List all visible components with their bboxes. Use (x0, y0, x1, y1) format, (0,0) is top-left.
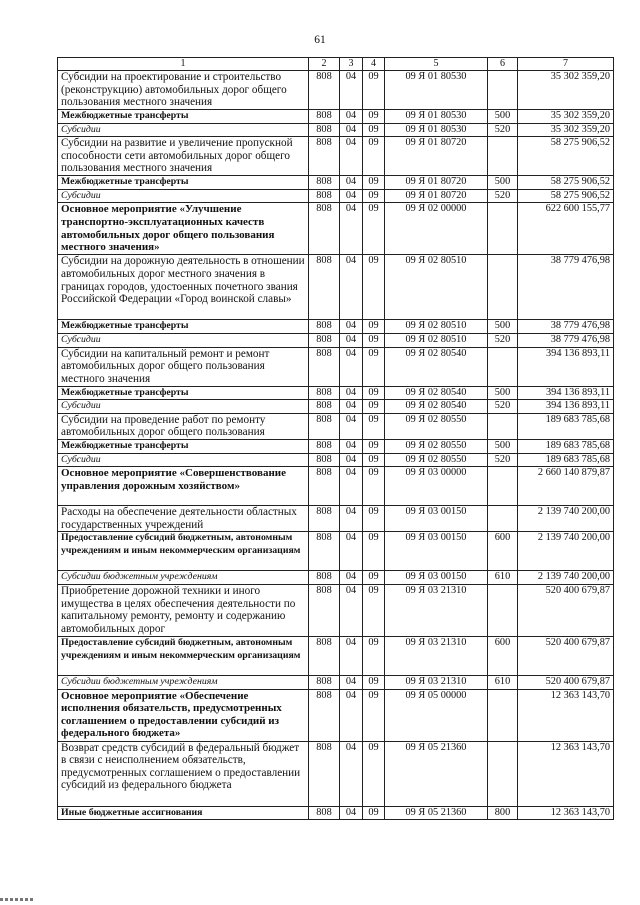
column-header: 2 (309, 58, 340, 71)
target-article-cell: 09 Я 01 80720 (385, 137, 488, 176)
target-article-cell: 09 Я 02 80540 (385, 347, 488, 386)
column-header: 7 (518, 58, 614, 71)
ministry-code-cell: 808 (309, 123, 340, 137)
section-code-cell: 04 (340, 806, 363, 820)
subsection-code-cell: 09 (363, 675, 385, 689)
table-row (58, 439, 614, 453)
table-row (58, 386, 614, 400)
target-article-cell: 09 Я 02 80510 (385, 320, 488, 334)
target-article-cell: 09 Я 05 21360 (385, 741, 488, 806)
ministry-code-cell: 808 (309, 741, 340, 806)
table-row (58, 571, 614, 585)
table-row (58, 189, 614, 203)
column-header: 5 (385, 58, 488, 71)
amount-cell: 38 779 476,98 (518, 255, 614, 320)
expense-type-cell (488, 584, 518, 636)
subsection-code-cell: 09 (363, 386, 385, 400)
subsection-code-cell: 09 (363, 571, 385, 585)
row-name-cell: Основное мероприятие «Улучшение транспортно-эксплуатационных качеств автомобильных дорог общего пользования местного значения» (58, 203, 309, 255)
section-code-cell: 04 (340, 333, 363, 347)
table-row (58, 110, 614, 124)
row-name-cell: Субсидии на проведение работ по ремонту автомобильных дорог общего пользования (58, 413, 309, 439)
row-name-cell: Субсидии на развитие и увеличение пропускной способности сети автомобильных дорог общего пользования местного значения (58, 137, 309, 176)
table-row (58, 741, 614, 806)
ministry-code-cell: 808 (309, 320, 340, 334)
section-code-cell: 04 (340, 467, 363, 506)
ministry-code-cell: 808 (309, 467, 340, 506)
target-article-cell: 09 Я 02 80540 (385, 400, 488, 414)
table-row (58, 123, 614, 137)
target-article-cell: 09 Я 05 00000 (385, 689, 488, 741)
section-code-cell: 04 (340, 689, 363, 741)
ministry-code-cell: 808 (309, 532, 340, 571)
target-article-cell: 09 Я 02 80510 (385, 333, 488, 347)
subsection-code-cell: 09 (363, 453, 385, 467)
subsection-code-cell: 09 (363, 333, 385, 347)
expense-type-cell (488, 413, 518, 439)
amount-cell: 394 136 893,11 (518, 400, 614, 414)
expense-type-cell (488, 467, 518, 506)
row-name-cell: Субсидии (58, 453, 309, 467)
section-code-cell: 04 (340, 255, 363, 320)
section-code-cell: 04 (340, 137, 363, 176)
ministry-code-cell: 808 (309, 71, 340, 110)
table-row (58, 320, 614, 334)
page-number: 61 (314, 34, 326, 46)
subsection-code-cell: 09 (363, 123, 385, 137)
ministry-code-cell: 808 (309, 110, 340, 124)
ministry-code-cell: 808 (309, 675, 340, 689)
subsection-code-cell: 09 (363, 189, 385, 203)
target-article-cell: 09 Я 03 00150 (385, 532, 488, 571)
subsection-code-cell: 09 (363, 413, 385, 439)
target-article-cell: 09 Я 01 80720 (385, 176, 488, 190)
expense-type-cell (488, 689, 518, 741)
table-row (58, 532, 614, 571)
table-row (58, 467, 614, 506)
amount-cell: 35 302 359,20 (518, 110, 614, 124)
target-article-cell: 09 Я 01 80720 (385, 189, 488, 203)
ministry-code-cell: 808 (309, 439, 340, 453)
expense-type-cell: 500 (488, 110, 518, 124)
expense-type-cell: 520 (488, 333, 518, 347)
amount-cell: 394 136 893,11 (518, 347, 614, 386)
section-code-cell: 04 (340, 413, 363, 439)
table-row (58, 176, 614, 190)
subsection-code-cell: 09 (363, 506, 385, 532)
expense-type-cell: 520 (488, 453, 518, 467)
amount-cell: 2 660 140 879,87 (518, 467, 614, 506)
expense-type-cell: 600 (488, 636, 518, 675)
expense-type-cell (488, 347, 518, 386)
row-name-cell: Субсидии бюджетным учреждениям (58, 675, 309, 689)
subsection-code-cell: 09 (363, 176, 385, 190)
expense-type-cell: 500 (488, 176, 518, 190)
section-code-cell: 04 (340, 439, 363, 453)
section-code-cell: 04 (340, 506, 363, 532)
row-name-cell: Межбюджетные трансферты (58, 110, 309, 124)
section-code-cell: 04 (340, 189, 363, 203)
ministry-code-cell: 808 (309, 806, 340, 820)
subsection-code-cell: 09 (363, 467, 385, 506)
row-name-cell: Субсидии на дорожную деятельность в отношении автомобильных дорог местного значения в границах городов, удостоенных почетного звания Российской Федерации «Город воинской славы» (58, 255, 309, 320)
target-article-cell: 09 Я 02 80550 (385, 413, 488, 439)
amount-cell: 2 139 740 200,00 (518, 532, 614, 571)
amount-cell: 622 600 155,77 (518, 203, 614, 255)
expense-type-cell (488, 71, 518, 110)
target-article-cell: 09 Я 02 00000 (385, 203, 488, 255)
target-article-cell: 09 Я 03 21310 (385, 584, 488, 636)
row-name-cell: Межбюджетные трансферты (58, 320, 309, 334)
row-name-cell: Основное мероприятие «Обеспечение исполнения обязательств, предусмотренных соглашением о предоставлении субсидий из федерального бюджета» (58, 689, 309, 741)
amount-cell: 58 275 906,52 (518, 137, 614, 176)
amount-cell: 189 683 785,68 (518, 413, 614, 439)
section-code-cell: 04 (340, 386, 363, 400)
expense-type-cell (488, 203, 518, 255)
table-body (58, 58, 614, 820)
expense-type-cell: 800 (488, 806, 518, 820)
budget-table (57, 57, 614, 820)
section-code-cell: 04 (340, 532, 363, 571)
section-code-cell: 04 (340, 636, 363, 675)
subsection-code-cell: 09 (363, 806, 385, 820)
subsection-code-cell: 09 (363, 400, 385, 414)
table-row (58, 584, 614, 636)
amount-cell: 394 136 893,11 (518, 386, 614, 400)
expense-type-cell: 600 (488, 532, 518, 571)
section-code-cell: 04 (340, 741, 363, 806)
section-code-cell: 04 (340, 320, 363, 334)
target-article-cell: 09 Я 03 00000 (385, 467, 488, 506)
ministry-code-cell: 808 (309, 584, 340, 636)
subsection-code-cell: 09 (363, 532, 385, 571)
subsection-code-cell: 09 (363, 71, 385, 110)
subsection-code-cell: 09 (363, 110, 385, 124)
table-row (58, 506, 614, 532)
subsection-code-cell: 09 (363, 203, 385, 255)
column-header: 1 (58, 58, 309, 71)
target-article-cell: 09 Я 02 80540 (385, 386, 488, 400)
section-code-cell: 04 (340, 176, 363, 190)
amount-cell: 38 779 476,98 (518, 320, 614, 334)
expense-type-cell: 500 (488, 320, 518, 334)
row-name-cell: Межбюджетные трансферты (58, 386, 309, 400)
scan-edge-mark (0, 898, 34, 901)
amount-cell: 520 400 679,87 (518, 636, 614, 675)
table-row (58, 71, 614, 110)
table-row (58, 203, 614, 255)
amount-cell: 2 139 740 200,00 (518, 506, 614, 532)
subsection-code-cell: 09 (363, 255, 385, 320)
column-header: 3 (340, 58, 363, 71)
target-article-cell: 09 Я 01 80530 (385, 110, 488, 124)
table-row (58, 137, 614, 176)
expense-type-cell: 610 (488, 675, 518, 689)
expense-type-cell (488, 741, 518, 806)
target-article-cell: 09 Я 02 80550 (385, 439, 488, 453)
section-code-cell: 04 (340, 584, 363, 636)
amount-cell: 520 400 679,87 (518, 675, 614, 689)
table-row (58, 806, 614, 820)
row-name-cell: Иные бюджетные ассигнования (58, 806, 309, 820)
ministry-code-cell: 808 (309, 203, 340, 255)
section-code-cell: 04 (340, 675, 363, 689)
column-header: 6 (488, 58, 518, 71)
row-name-cell: Субсидии (58, 333, 309, 347)
row-name-cell: Возврат средств субсидий в федеральный бюджет в связи с неисполнением обязательств, предусмотренных соглашением о предоставлении субсидий из федерального бюджета (58, 741, 309, 806)
section-code-cell: 04 (340, 453, 363, 467)
subsection-code-cell: 09 (363, 320, 385, 334)
ministry-code-cell: 808 (309, 176, 340, 190)
expense-type-cell: 520 (488, 123, 518, 137)
amount-cell: 189 683 785,68 (518, 439, 614, 453)
target-article-cell: 09 Я 02 80510 (385, 255, 488, 320)
table-row (58, 453, 614, 467)
column-header: 4 (363, 58, 385, 71)
section-code-cell: 04 (340, 203, 363, 255)
subsection-code-cell: 09 (363, 439, 385, 453)
amount-cell: 12 363 143,70 (518, 806, 614, 820)
expense-type-cell: 610 (488, 571, 518, 585)
row-name-cell: Основное мероприятие «Совершенствование управления дорожным хозяйством» (58, 467, 309, 506)
row-name-cell: Предоставление субсидий бюджетным, автономным учреждениям и иным некоммерческим организациям (58, 532, 309, 571)
subsection-code-cell: 09 (363, 137, 385, 176)
ministry-code-cell: 808 (309, 137, 340, 176)
expense-type-cell (488, 255, 518, 320)
row-name-cell: Межбюджетные трансферты (58, 176, 309, 190)
amount-cell: 58 275 906,52 (518, 189, 614, 203)
table-row (58, 347, 614, 386)
row-name-cell: Субсидии (58, 189, 309, 203)
expense-type-cell (488, 506, 518, 532)
amount-cell: 35 302 359,20 (518, 123, 614, 137)
table-row (58, 413, 614, 439)
subsection-code-cell: 09 (363, 347, 385, 386)
subsection-code-cell: 09 (363, 636, 385, 675)
target-article-cell: 09 Я 03 21310 (385, 636, 488, 675)
ministry-code-cell: 808 (309, 189, 340, 203)
row-name-cell: Субсидии на проектирование и строительство (реконструкцию) автомобильных дорог общего пользования местного значения (58, 71, 309, 110)
amount-cell: 35 302 359,20 (518, 71, 614, 110)
ministry-code-cell: 808 (309, 636, 340, 675)
ministry-code-cell: 808 (309, 571, 340, 585)
subsection-code-cell: 09 (363, 689, 385, 741)
target-article-cell: 09 Я 01 80530 (385, 123, 488, 137)
section-code-cell: 04 (340, 123, 363, 137)
amount-cell: 520 400 679,87 (518, 584, 614, 636)
row-name-cell: Субсидии на капитальный ремонт и ремонт автомобильных дорог общего пользования местного значения (58, 347, 309, 386)
table-row (58, 636, 614, 675)
ministry-code-cell: 808 (309, 413, 340, 439)
table-row (58, 689, 614, 741)
ministry-code-cell: 808 (309, 333, 340, 347)
target-article-cell: 09 Я 05 21360 (385, 806, 488, 820)
ministry-code-cell: 808 (309, 400, 340, 414)
target-article-cell: 09 Я 03 00150 (385, 506, 488, 532)
row-name-cell: Субсидии бюджетным учреждениям (58, 571, 309, 585)
target-article-cell: 09 Я 02 80550 (385, 453, 488, 467)
section-code-cell: 04 (340, 110, 363, 124)
section-code-cell: 04 (340, 400, 363, 414)
ministry-code-cell: 808 (309, 453, 340, 467)
amount-cell: 12 363 143,70 (518, 741, 614, 806)
subsection-code-cell: 09 (363, 741, 385, 806)
ministry-code-cell: 808 (309, 347, 340, 386)
expense-type-cell: 520 (488, 189, 518, 203)
ministry-code-cell: 808 (309, 386, 340, 400)
section-code-cell: 04 (340, 71, 363, 110)
section-code-cell: 04 (340, 347, 363, 386)
expense-type-cell: 500 (488, 439, 518, 453)
ministry-code-cell: 808 (309, 255, 340, 320)
expense-type-cell: 500 (488, 386, 518, 400)
row-name-cell: Расходы на обеспечение деятельности областных государственных учреждений (58, 506, 309, 532)
amount-cell: 38 779 476,98 (518, 333, 614, 347)
row-name-cell: Субсидии (58, 123, 309, 137)
target-article-cell: 09 Я 03 21310 (385, 675, 488, 689)
ministry-code-cell: 808 (309, 689, 340, 741)
subsection-code-cell: 09 (363, 584, 385, 636)
amount-cell: 2 139 740 200,00 (518, 571, 614, 585)
expense-type-cell (488, 137, 518, 176)
expense-type-cell: 520 (488, 400, 518, 414)
table-row (58, 333, 614, 347)
row-name-cell: Субсидии (58, 400, 309, 414)
amount-cell: 189 683 785,68 (518, 453, 614, 467)
row-name-cell: Межбюджетные трансферты (58, 439, 309, 453)
table-row (58, 400, 614, 414)
row-name-cell: Приобретение дорожной техники и иного имущества в целях обеспечения деятельности по капитальному ремонту, ремонту и содержанию автомобильных дорог (58, 584, 309, 636)
row-name-cell: Предоставление субсидий бюджетным, автономным учреждениям и иным некоммерческим организациям (58, 636, 309, 675)
amount-cell: 58 275 906,52 (518, 176, 614, 190)
target-article-cell: 09 Я 01 80530 (385, 71, 488, 110)
ministry-code-cell: 808 (309, 506, 340, 532)
target-article-cell: 09 Я 03 00150 (385, 571, 488, 585)
table-row (58, 255, 614, 320)
amount-cell: 12 363 143,70 (518, 689, 614, 741)
section-code-cell: 04 (340, 571, 363, 585)
table-header-row (58, 58, 614, 71)
table-row (58, 675, 614, 689)
